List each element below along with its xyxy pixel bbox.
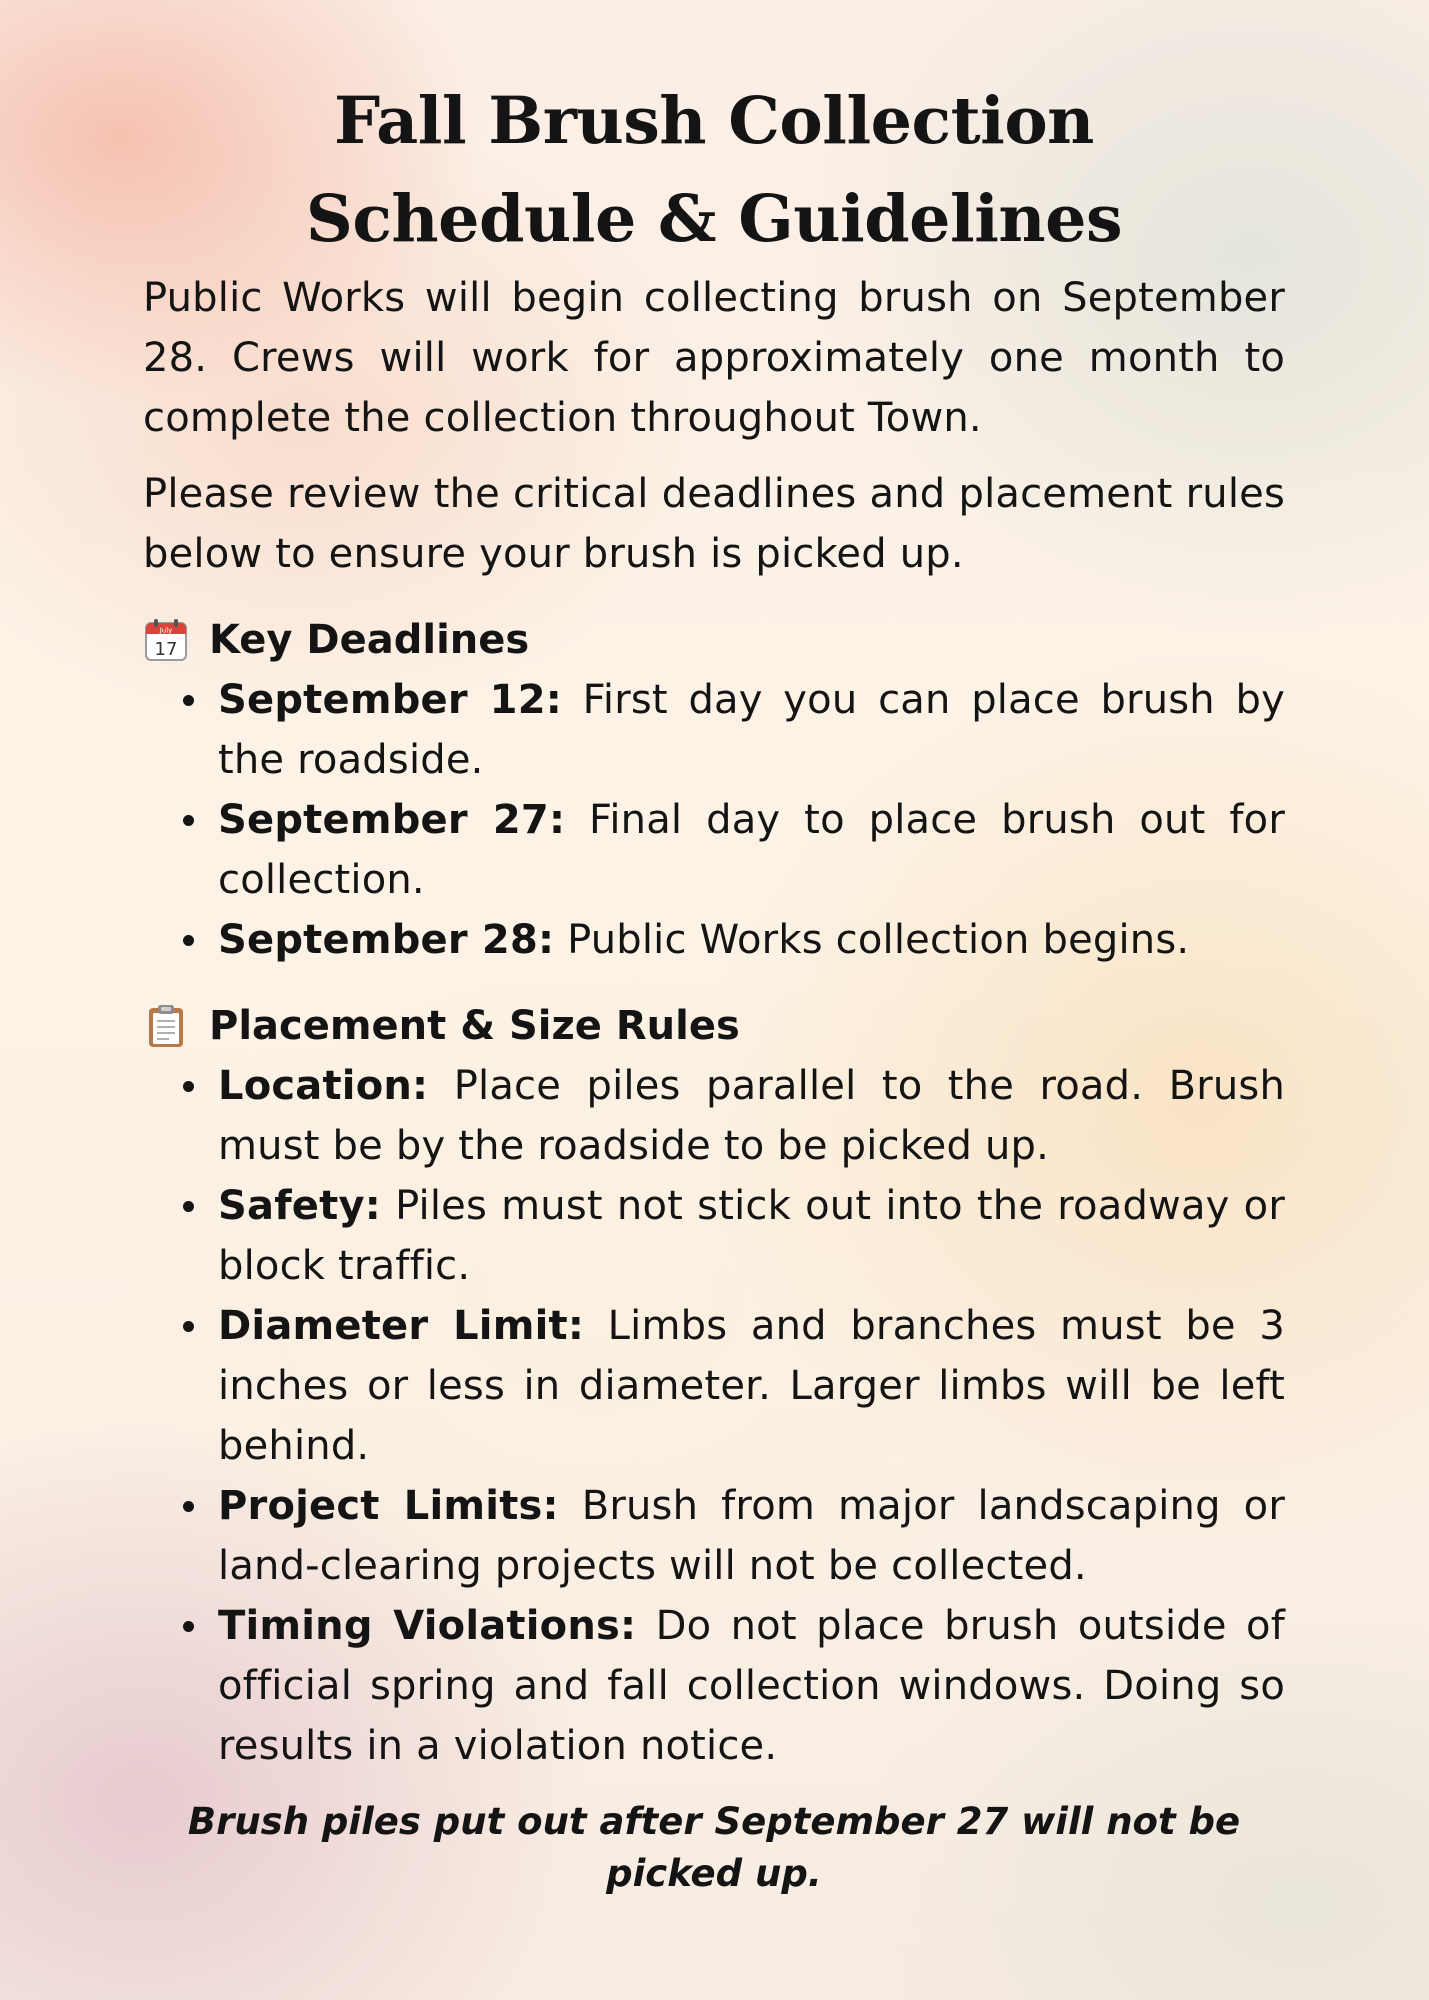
deadlines-item-label: September 27:: [218, 797, 566, 843]
placement-item: [143, 1596, 1285, 1776]
placement-item-label: Safety:: [218, 1183, 381, 1229]
calendar-icon-day: 17: [154, 639, 178, 660]
placement-item-label: Timing Violations:: [218, 1603, 637, 1649]
deadlines-heading: Key Deadlines: [209, 617, 530, 663]
placement-item: [143, 1476, 1285, 1596]
page-title: [143, 72, 1285, 268]
deadlines-item: [143, 910, 1285, 970]
deadlines-item: [143, 670, 1285, 790]
deadlines-item-label: September 12:: [218, 677, 562, 723]
deadlines-heading-row: [143, 610, 1285, 670]
calendar-icon: [143, 617, 189, 663]
placement-heading: Placement & Size Rules: [209, 1003, 740, 1049]
intro-paragraph-2: Please review the critical deadlines and placement rules below to ensure your brush is picked up.: [143, 471, 1285, 577]
placement-item-text: Limbs and branches must be 3 inches or less in diameter. Larger limbs will be left behind.: [218, 1303, 1285, 1469]
placement-item-text: Do not place brush outside of official spring and fall collection windows. Doing so results in a violation notice.: [218, 1603, 1286, 1769]
deadlines-item-text: Final day to place brush out for collection.: [218, 797, 1285, 903]
title-line-1: Fall Brush Collection: [334, 83, 1094, 159]
placement-list: [143, 1056, 1285, 1776]
document-page: [143, 72, 1285, 1900]
placement-item: [143, 1056, 1285, 1176]
calendar-icon-month: July: [159, 626, 173, 635]
placement-item-label: Diameter Limit:: [218, 1303, 585, 1349]
deadlines-item-text: First day you can place brush by the roadside.: [218, 677, 1285, 783]
title-line-2: Schedule & Guidelines: [305, 181, 1123, 257]
placement-item-label: Project Limits:: [218, 1483, 559, 1529]
placement-item-label: Location:: [218, 1063, 429, 1109]
placement-item-text: Piles must not stick out into the roadway or block traffic.: [218, 1183, 1285, 1289]
deadlines-item-text: Public Works collection begins.: [567, 917, 1190, 963]
placement-heading-row: [143, 996, 1285, 1056]
placement-item-text: Place piles parallel to the road. Brush must be by the roadside to be picked up.: [218, 1063, 1285, 1169]
deadlines-list: [143, 670, 1285, 970]
placement-item: [143, 1296, 1285, 1476]
footer-warning: Brush piles put out after September 27 will not be picked up.: [187, 1800, 1241, 1895]
placement-item: [143, 1176, 1285, 1296]
intro-paragraph-1: Public Works will begin collecting brush on September 28. Crews will work for approximately one month to complete the collection throughout Town.: [143, 275, 1285, 441]
deadlines-item: [143, 790, 1285, 910]
placement-item-text: Brush from major landscaping or land-clearing projects will not be collected.: [218, 1483, 1285, 1589]
clipboard-icon: [143, 1003, 189, 1049]
deadlines-item-label: September 28:: [218, 917, 555, 963]
